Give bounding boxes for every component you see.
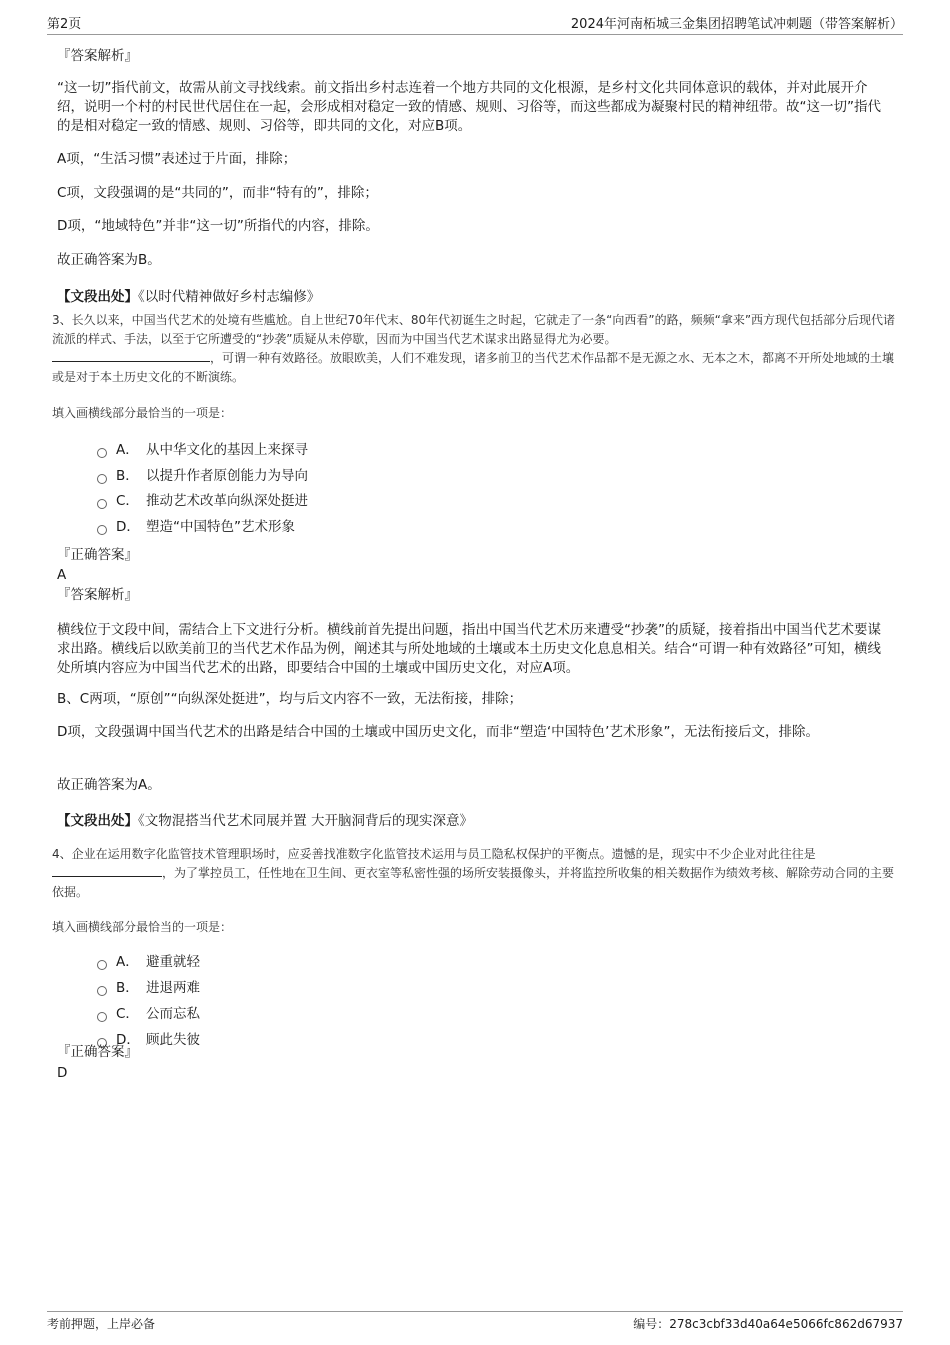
q3-blank	[52, 349, 210, 362]
page-number: 第2页	[47, 17, 82, 32]
option-text: 进退两难	[146, 980, 200, 996]
q4-option-b[interactable]	[97, 979, 200, 998]
q4-option-c[interactable]	[97, 1005, 200, 1024]
radio-icon[interactable]	[97, 986, 107, 996]
option-text: 顾此失彼	[146, 1032, 200, 1048]
radio-icon[interactable]	[97, 1012, 107, 1022]
code-label: 编号：	[633, 1317, 670, 1331]
footer-slogan: 考前押题，上岸必备	[47, 1317, 156, 1331]
q3-analysis-option-d: D项，文段强调中国当代艺术的出路是结合中国的土壤或中国历史文化，而非“塑造‘中国特色’艺术形象”，无法衔接后文，排除。	[57, 724, 819, 740]
option-text: 推动艺术改革向纵深处挺进	[146, 493, 308, 509]
q4-answer-label: 『正确答案』	[57, 1044, 138, 1060]
option-letter: A．	[116, 442, 139, 458]
q2-analysis-option-a: A项，“生活习惯”表述过于片面，排除；	[57, 151, 297, 167]
q3-option-b[interactable]	[97, 467, 308, 486]
q3-prompt: 填入画横线部分最恰当的一项是：	[52, 406, 233, 420]
q3-stem-part2: ，可谓一种有效路径。放眼欧美，人们不难发现，诸多前卫的当代艺术作品都不是无源之水、无本之木，都离不开所处地域的土壤或是对于本土历史文化的不断演练。	[52, 351, 895, 384]
q2-conclusion: 故正确答案为B。	[57, 252, 161, 268]
q3-analysis-label: 『答案解析』	[57, 587, 138, 603]
option-letter: C．	[116, 1006, 139, 1022]
option-letter: B．	[116, 980, 139, 996]
q4-answer: D	[57, 1065, 68, 1081]
radio-icon[interactable]	[97, 474, 107, 484]
q2-source-title: 《以时代精神做好乡村志编修》	[138, 289, 321, 305]
option-letter: D．	[116, 519, 140, 535]
option-text: 避重就轻	[146, 954, 200, 970]
option-letter: C．	[116, 493, 139, 509]
q3-source-tag: 【文段出处】	[57, 813, 138, 829]
q3-option-d[interactable]	[97, 518, 295, 537]
q3-analysis-option-bc: B、C两项，“原创”“向纵深处挺进”，均与后文内容不一致，无法衔接，排除；	[57, 691, 523, 707]
page-footer	[47, 1311, 903, 1332]
q3-option-a[interactable]	[97, 441, 308, 460]
radio-icon[interactable]	[97, 525, 107, 535]
q2-source-tag: 【文段出处】	[57, 289, 138, 305]
q2-source	[57, 285, 320, 305]
q4-option-a[interactable]	[97, 953, 200, 972]
option-letter: D．	[116, 1032, 140, 1048]
code-value: 278c3cbf33d40a64e5066fc862d67937	[669, 1317, 903, 1331]
option-letter: B．	[116, 468, 139, 484]
radio-icon[interactable]	[97, 448, 107, 458]
q4-blank	[52, 864, 162, 877]
q2-analysis-option-d: D项，“地域特色”并非“这一切”所指代的内容，排除。	[57, 218, 379, 234]
q3-option-c[interactable]	[97, 492, 308, 511]
option-letter: A．	[116, 954, 139, 970]
q3-source-title: 《文物混搭当代艺术同展并置 大开脑洞背后的现实深意》	[138, 813, 474, 829]
q3-answer-label: 『正确答案』	[57, 547, 138, 563]
q4-stem-part1: 4、企业在运用数字化监管技术管理职场时，应妥善找准数字化监管技术运用与员工隐私权保护的平衡点。遗憾的是，现实中不少企业对此往往是	[52, 847, 816, 861]
q2-analysis-paragraph: “这一切”指代前文，故需从前文寻找线索。前文指出乡村志连着一个地方共同的文化根源，是乡村文化共同体意识的载体，并对此展开介绍，说明一个村的村民世代居住在一起，会形成相对稳定一致的情感、规则、习俗等，而这些都成为凝聚村民的精神纽带。故“这一切”指代的是相对稳定一致的情感、规则、习俗等，即共同的文化，对应B项。	[57, 80, 881, 134]
q3-analysis-paragraph: 横线位于文段中间，需结合上下文进行分析。横线前首先提出问题，指出中国当代艺术历来遭受“抄袭”的质疑，接着指出中国当代艺术要谋求出路。横线后以欧美前卫的当代艺术作品为例，阐述其与所处地域的土壤或本土历史文化息息相关。结合“可谓一种有效路径”可知，横线处所填内容应为中国当代艺术的出路，即要结合中国的土壤或中国历史文化，对应A项。	[57, 622, 881, 676]
radio-icon[interactable]	[97, 499, 107, 509]
q3-stem-part1: 3、长久以来，中国当代艺术的处境有些尴尬。自上世纪70年代末、80年代初诞生之时起，它就走了一条“向西看”的路，频频“拿来”西方现代包括部分后现代诸流派的样式、手法，以至于它所遭受的“抄袭”质疑从未停歇，因而为中国当代艺术谋求出路显得尤为必要。	[52, 313, 896, 346]
q4-stem-part2: ，为了掌控员工，任性地在卫生间、更衣室等私密性强的场所安装摄像头，并将监控所收集的相关数据作为绩效考核、解除劳动合同的主要依据。	[52, 866, 895, 899]
q2-analysis-label: 『答案解析』	[57, 48, 138, 64]
q4-prompt: 填入画横线部分最恰当的一项是：	[52, 920, 233, 934]
q3-conclusion: 故正确答案为A。	[57, 777, 161, 793]
q3-source	[57, 809, 473, 829]
option-text: 从中华文化的基因上来探寻	[146, 442, 308, 458]
radio-icon[interactable]	[97, 960, 107, 970]
page-header	[47, 12, 903, 35]
q3-stem	[52, 311, 902, 387]
option-text: 塑造“中国特色”艺术形象	[146, 519, 295, 535]
document-title: 2024年河南柘城三金集团招聘笔试冲刺题（带答案解析）	[570, 17, 903, 32]
option-text: 以提升作者原创能力为导向	[146, 468, 308, 484]
q3-answer: A	[57, 567, 67, 583]
option-text: 公而忘私	[146, 1006, 200, 1022]
q4-stem	[52, 845, 902, 902]
q2-analysis-option-c: C项，文段强调的是“共同的”，而非“特有的”，排除；	[57, 185, 378, 201]
document-code	[633, 1315, 903, 1332]
